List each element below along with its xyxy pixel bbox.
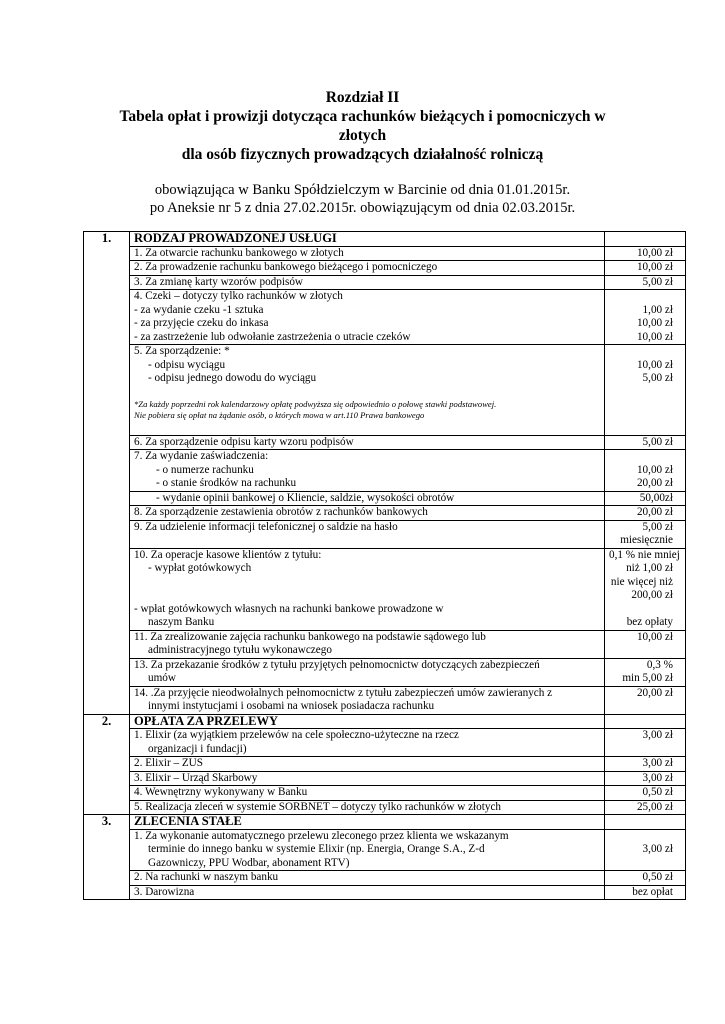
fee-description-line: 8. Za sporządzenie zestawienia obrotów z rachunków bankowych — [134, 506, 428, 518]
fee-amount — [605, 771, 686, 786]
spacer — [609, 603, 673, 617]
spacer — [134, 576, 600, 590]
fee-description-line: 13. Za przekazanie środków z tytułu przyjętych pełnomocnictw dotyczących zabezpieczeń — [134, 658, 540, 671]
fee-description-line: 5. Realizacja zleceń w systemie SORBNET – dotyczy tylko rachunków w złotych — [134, 800, 502, 813]
fee-row — [84, 275, 686, 290]
fee-amount — [605, 261, 686, 276]
fee-row — [84, 800, 686, 815]
fee-description-line: 2. Elixir – ZUS — [134, 757, 203, 769]
validity-line-2: po Aneksie nr 5 z dnia 27.02.2015r. obowiązującym od dnia 02.03.2015r. — [149, 200, 576, 216]
fee-amount — [605, 290, 686, 345]
document-title-line-1: Tabela opłat i prowizji dotycząca rachunków bieżących i pomocniczych w — [119, 108, 606, 125]
fee-row — [84, 520, 686, 548]
fee-description-line: - za zastrzeżenie lub odwołanie zastrzeżenia o utracie czeków — [134, 330, 411, 343]
fee-amount-line: 20,00 zł — [636, 686, 673, 699]
fee-row — [84, 491, 686, 506]
fee-row — [84, 871, 686, 886]
section-number: 1. — [84, 232, 130, 715]
fee-description — [130, 275, 605, 290]
fee-amount-line: 10,00 zł — [636, 317, 673, 329]
fee-amount-line: 10,00 zł — [636, 358, 673, 371]
fee-row — [84, 686, 686, 714]
fee-amount-line: 25,00 zł — [636, 800, 673, 813]
fee-description-line: 2. Za prowadzenie rachunku bankowego bieżącego i pomocniczego — [134, 261, 438, 273]
fee-amount — [605, 800, 686, 815]
section-title: ZLECENIA STAŁE — [130, 815, 605, 830]
section-title: OPŁATA ZA PRZELEWY — [130, 714, 605, 729]
footnote: Nie pobiera się opłat na żądanie osób, o których mowa w art.110 Prawa bankowego — [134, 410, 425, 420]
spacer — [609, 830, 673, 844]
fee-row — [84, 261, 686, 276]
fee-amount-line: 10,00 zł — [636, 261, 673, 273]
fee-row — [84, 290, 686, 345]
fee-description-line: 4. Czeki – dotyczy tylko rachunków w złotych — [134, 290, 343, 302]
fee-amount-line: 200,00 zł — [631, 589, 673, 601]
section-number: 3. — [84, 815, 130, 900]
fee-row — [84, 548, 686, 630]
fee-amount — [605, 246, 686, 261]
fee-row — [84, 450, 686, 492]
fee-description — [130, 345, 605, 436]
fee-amount-line: 0,50 zł — [642, 871, 673, 883]
fee-description — [130, 630, 605, 658]
fee-amount-line: 1,00 zł — [642, 303, 673, 316]
fee-amount-line: 10,00 zł — [636, 463, 673, 476]
fee-row — [84, 829, 686, 871]
section-number: 2. — [84, 714, 130, 815]
spacer — [134, 386, 600, 400]
fee-amount — [605, 275, 686, 290]
section-header-row — [84, 232, 686, 247]
document-title-line-3: dla osób fizycznych prowadzących działalność rolniczą — [181, 146, 544, 163]
fee-amount — [605, 345, 686, 436]
fee-amount-line: 10,00 zł — [636, 630, 673, 643]
fee-row — [84, 729, 686, 757]
fee-description-line: administracyjnego tytułu wykonawczego — [148, 644, 332, 656]
fee-amount — [605, 829, 686, 871]
fee-description-line: - wpłat gotówkowych własnych na rachunki bankowe prowadzone w — [134, 602, 444, 615]
spacer — [609, 450, 673, 464]
fee-description-line: 1. Za otwarcie rachunku bankowego w złotych — [134, 246, 344, 259]
fee-description-line: - o stanie środków na rachunku — [156, 477, 297, 489]
fee-amount — [605, 630, 686, 658]
fee-description-line: 9. Za udzielenie informacji telefonicznej o saldzie na hasło — [134, 520, 398, 533]
validity-line-1: obowiązująca w Banku Spółdzielczym w Barcinie od dnia 01.01.2015r. — [154, 182, 571, 198]
fee-description — [130, 491, 605, 506]
fee-description — [130, 658, 605, 686]
fee-row — [84, 435, 686, 450]
spacer — [609, 857, 673, 871]
fee-description-line: - za wydanie czeku -1 sztuka — [134, 303, 264, 316]
fee-amount — [605, 658, 686, 686]
section-price-cell — [605, 714, 686, 729]
fee-description-line: 11. Za zrealizowanie zajęcia rachunku bankowego na podstawie sądowego lub — [134, 630, 486, 643]
fee-amount-line: 3,00 zł — [642, 771, 673, 784]
fee-amount-line: min 5,00 zł — [622, 672, 673, 684]
fee-description-line: 4. Wewnętrzny wykonywany w Banku — [134, 786, 308, 798]
fee-description-line: terminie do innego banku w systemie Elixir (np. Energia, Orange S.A., Z-d — [148, 843, 485, 855]
fee-description-line: 14. .Za przyjęcie nieodwołalnych pełnomocnictw z tytułu zabezpieczeń umów zawieranych z — [134, 686, 553, 699]
section-title: RODZAJ PROWADZONEJ USŁUGI — [130, 232, 605, 247]
fee-description — [130, 800, 605, 815]
spacer — [609, 345, 673, 359]
fee-description-line: 7. Za wydanie zaświadczenia: — [134, 450, 269, 462]
fee-amount-line: miesięcznie — [620, 534, 673, 546]
fee-row — [84, 757, 686, 772]
fee-description — [130, 261, 605, 276]
fee-description — [130, 548, 605, 630]
section-header-row — [84, 815, 686, 830]
spacer — [134, 421, 600, 435]
spacer — [134, 589, 600, 603]
fee-description-line: innymi instytucjami i osobami na wniosek posiadacza rachunku — [148, 700, 435, 712]
fee-amount-line: 0,50 zł — [642, 786, 673, 798]
spacer — [609, 290, 673, 304]
fee-amount — [605, 548, 686, 630]
fee-description — [130, 435, 605, 450]
fee-description-line: - odpisu wyciągu — [148, 358, 226, 371]
section-price-cell — [605, 232, 686, 247]
fee-amount-line: nie więcej niż — [610, 575, 673, 588]
fee-amount — [605, 757, 686, 772]
fee-description-line: 3. Za zmianę karty wzorów podpisów — [134, 275, 304, 288]
fee-description-line: organizacji i fundacji) — [148, 742, 247, 755]
fee-description — [130, 686, 605, 714]
fee-description-line: 1. Elixir (za wyjątkiem przelewów na cele społeczno-użyteczne na rzecz — [134, 729, 459, 741]
fee-description — [130, 885, 605, 900]
fee-amount-line: 20,00 zł — [636, 506, 673, 518]
fee-amount-line: 5,00 zł — [642, 372, 673, 384]
fee-description-line: 3. Darowizna — [134, 885, 195, 898]
fee-description — [130, 729, 605, 757]
fee-amount — [605, 871, 686, 886]
fee-description-line: - odpisu jednego dowodu do wyciągu — [148, 372, 317, 384]
fee-description-line: - o numerze rachunku — [156, 463, 254, 476]
fee-description-line: umów — [148, 672, 176, 684]
fee-row — [84, 771, 686, 786]
fee-amount-line: 0,1 % nie mniej — [609, 548, 680, 561]
fee-amount — [605, 885, 686, 900]
fee-amount-line: 50,00zł — [639, 491, 673, 504]
fee-description — [130, 450, 605, 492]
fee-row — [84, 630, 686, 658]
fee-row — [84, 885, 686, 900]
fee-amount-line: 3,00 zł — [642, 729, 673, 741]
fee-description-line: Gazowniczy, PPU Wodbar, abonament RTV) — [148, 856, 350, 869]
fee-description-line: - wypłat gotówkowych — [148, 562, 252, 574]
fee-description-line: 3. Elixir – Urząd Skarbowy — [134, 771, 258, 784]
fee-amount-line: niż 1,00 zł — [626, 562, 673, 574]
fee-description-line: - wydanie opinii bankowej o Kliencie, saldzie, wysokości obrotów — [156, 491, 455, 504]
footnote: *Za każdy poprzedni rok kalendarzowy opłatę podwyższa się odpowiednio o połowę stawki podstawowej. — [134, 399, 497, 409]
section-price-cell — [605, 815, 686, 830]
fee-description — [130, 771, 605, 786]
fee-row — [84, 658, 686, 686]
fee-amount — [605, 729, 686, 757]
fee-amount-line: 3,00 zł — [642, 843, 673, 855]
fee-description-line: 1. Za wykonanie automatycznego przelewu zleconego przez klienta we wskazanym — [134, 829, 509, 842]
fee-amount-line: 10,00 zł — [636, 246, 673, 259]
fee-amount-line: bez opłaty — [626, 616, 673, 628]
fee-amount-line: 3,00 zł — [642, 757, 673, 769]
fee-amount-line: 20,00 zł — [636, 477, 673, 489]
fee-amount — [605, 520, 686, 548]
fee-description — [130, 829, 605, 871]
fee-description — [130, 757, 605, 772]
fee-description-line: 2. Na rachunki w naszym banku — [134, 871, 279, 883]
fee-row — [84, 246, 686, 261]
fee-description — [130, 246, 605, 261]
fee-table — [83, 231, 686, 900]
fee-amount-line: 0,3 % — [646, 658, 673, 671]
fee-description — [130, 786, 605, 801]
fee-description — [130, 506, 605, 521]
fee-description — [130, 520, 605, 548]
fee-row — [84, 506, 686, 521]
fee-amount — [605, 435, 686, 450]
fee-row — [84, 345, 686, 436]
fee-description-line: - za przyjęcie czeku do inkasa — [134, 317, 269, 329]
fee-amount-line: 5,00 zł — [642, 520, 673, 533]
fee-amount — [605, 491, 686, 506]
fee-row — [84, 786, 686, 801]
fee-amount-line: 5,00 zł — [642, 435, 673, 448]
fee-description — [130, 871, 605, 886]
fee-amount-line: 5,00 zł — [642, 275, 673, 288]
fee-amount — [605, 450, 686, 492]
fee-amount-line: 10,00 zł — [636, 330, 673, 343]
fee-description-line: naszym Banku — [148, 616, 215, 628]
document-title-line-2: złotych — [338, 127, 387, 144]
fee-amount — [605, 686, 686, 714]
chapter-title: Rozdział II — [325, 89, 400, 106]
fee-description — [130, 290, 605, 345]
fee-description-line: 6. Za sporządzenie odpisu karty wzoru podpisów — [134, 435, 354, 448]
fee-amount-line: bez opłat — [632, 885, 673, 898]
fee-description-line: 10. Za operacje kasowe klientów z tytułu: — [134, 548, 322, 561]
fee-amount — [605, 506, 686, 521]
section-header-row — [84, 714, 686, 729]
fee-amount — [605, 786, 686, 801]
fee-description-line: 5. Za sporządzenie: * — [134, 345, 230, 357]
